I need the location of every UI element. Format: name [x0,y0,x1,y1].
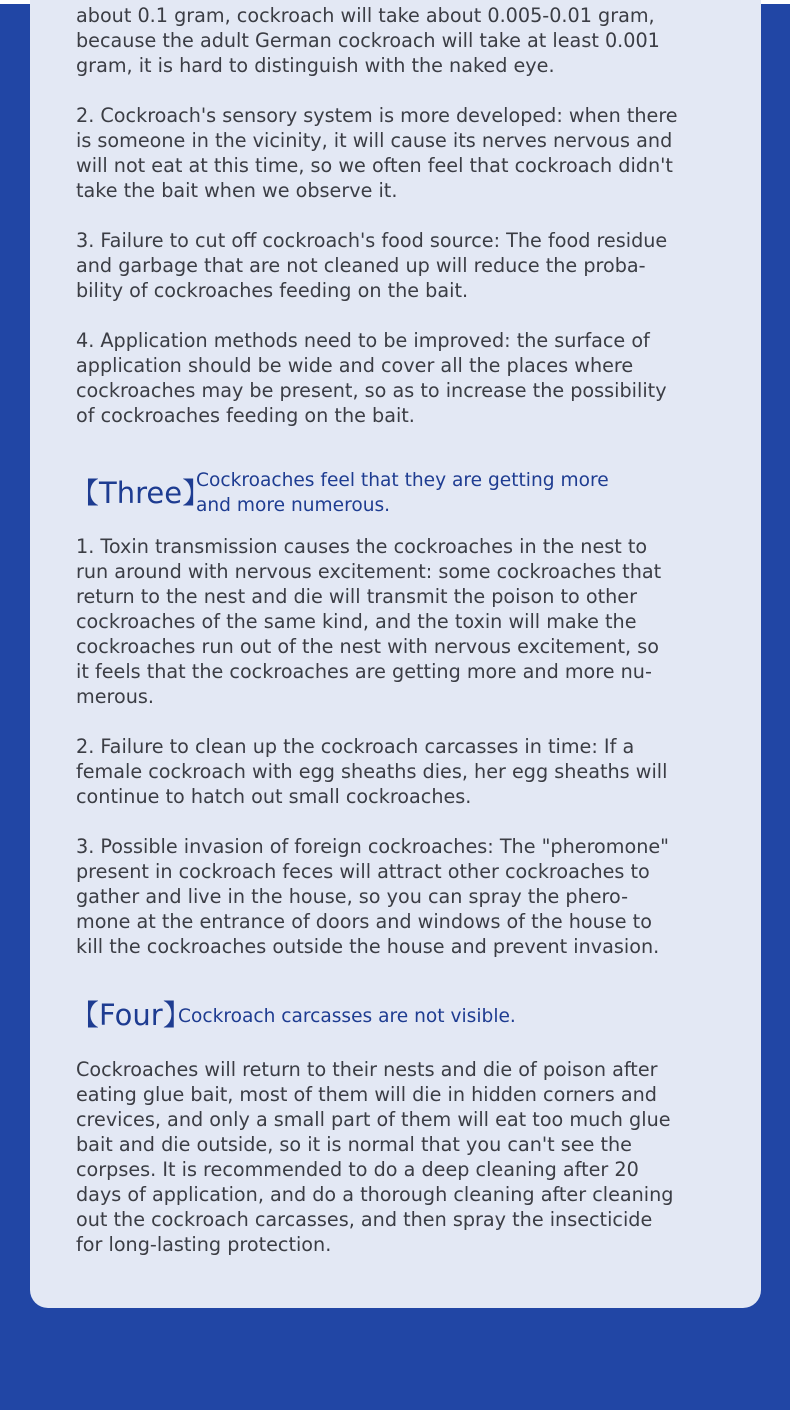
section-two-item-3: 3. Failure to cut off cockroach's food source: The food residue and garbage that are not cleaned up will reduce the proba- bility of cockroaches feeding on the bait. [76,229,668,302]
section-three-label: 【Three】 [70,476,212,510]
intro-paragraph: about 0.1 gram, cockroach will take about 0.005-0.01 gram, because the adult German cockroach will take at least 0.001 gram, it is hard to distinguish with the naked eye. [76,4,660,77]
section-four-heading: Cockroach carcasses are not visible. [178,1006,516,1027]
section-four-paragraph: Cockroaches will return to their nests and die of poison after eating glue bait, most of them will die in hidden corners and crevices, and only a small part of them will eat too much glue bait and die outside, so it is normal that you can't see the corpses. It is recommended to do a deep cleaning after 20 days of application, and do a thorough cleaning after cleaning out the cockroach carcasses, and then spray the insecticide for long-lasting protection. [76,1058,674,1256]
section-two-item-2: 2. Cockroach's sensory system is more developed: when there is someone in the vicinity, it will cause its nerves nervous and will not eat at this time, so we often feel that cockroach didn't take the bait when we observe it. [76,104,678,202]
section-three-item-3: 3. Possible invasion of foreign cockroaches: The "pheromone" present in cockroach feces will attract other cockroaches to gather and live in the house, so you can spray the phero- mone at the entrance of doors and windows of the house to kill the cockroaches outside the house and prevent invasion. [76,835,670,958]
section-three-item-2: 2. Failure to clean up the cockroach carcasses in time: If a female cockroach with egg sheaths dies, her egg sheaths will continue to hatch out small cockroaches. [76,735,668,808]
section-four-label: 【Four】 [70,998,192,1032]
section-three-heading: Cockroaches feel that they are getting more and more numerous. [196,470,609,516]
section-three-item-1: 1. Toxin transmission causes the cockroaches in the nest to run around with nervous excitement: some cockroaches that return to the nest and die will transmit the poison to other cockroaches of the same kind, and the toxin will make the cockroaches run out of the nest with nervous excitement, so it feels that the cockroaches are getting more and more nu- merous. [76,535,662,708]
section-two-item-4: 4. Application methods need to be improved: the surface of application should be wide and cover all the places where cockroaches may be present, so as to increase the possibility of cockroaches feeding on the bait. [76,329,667,427]
